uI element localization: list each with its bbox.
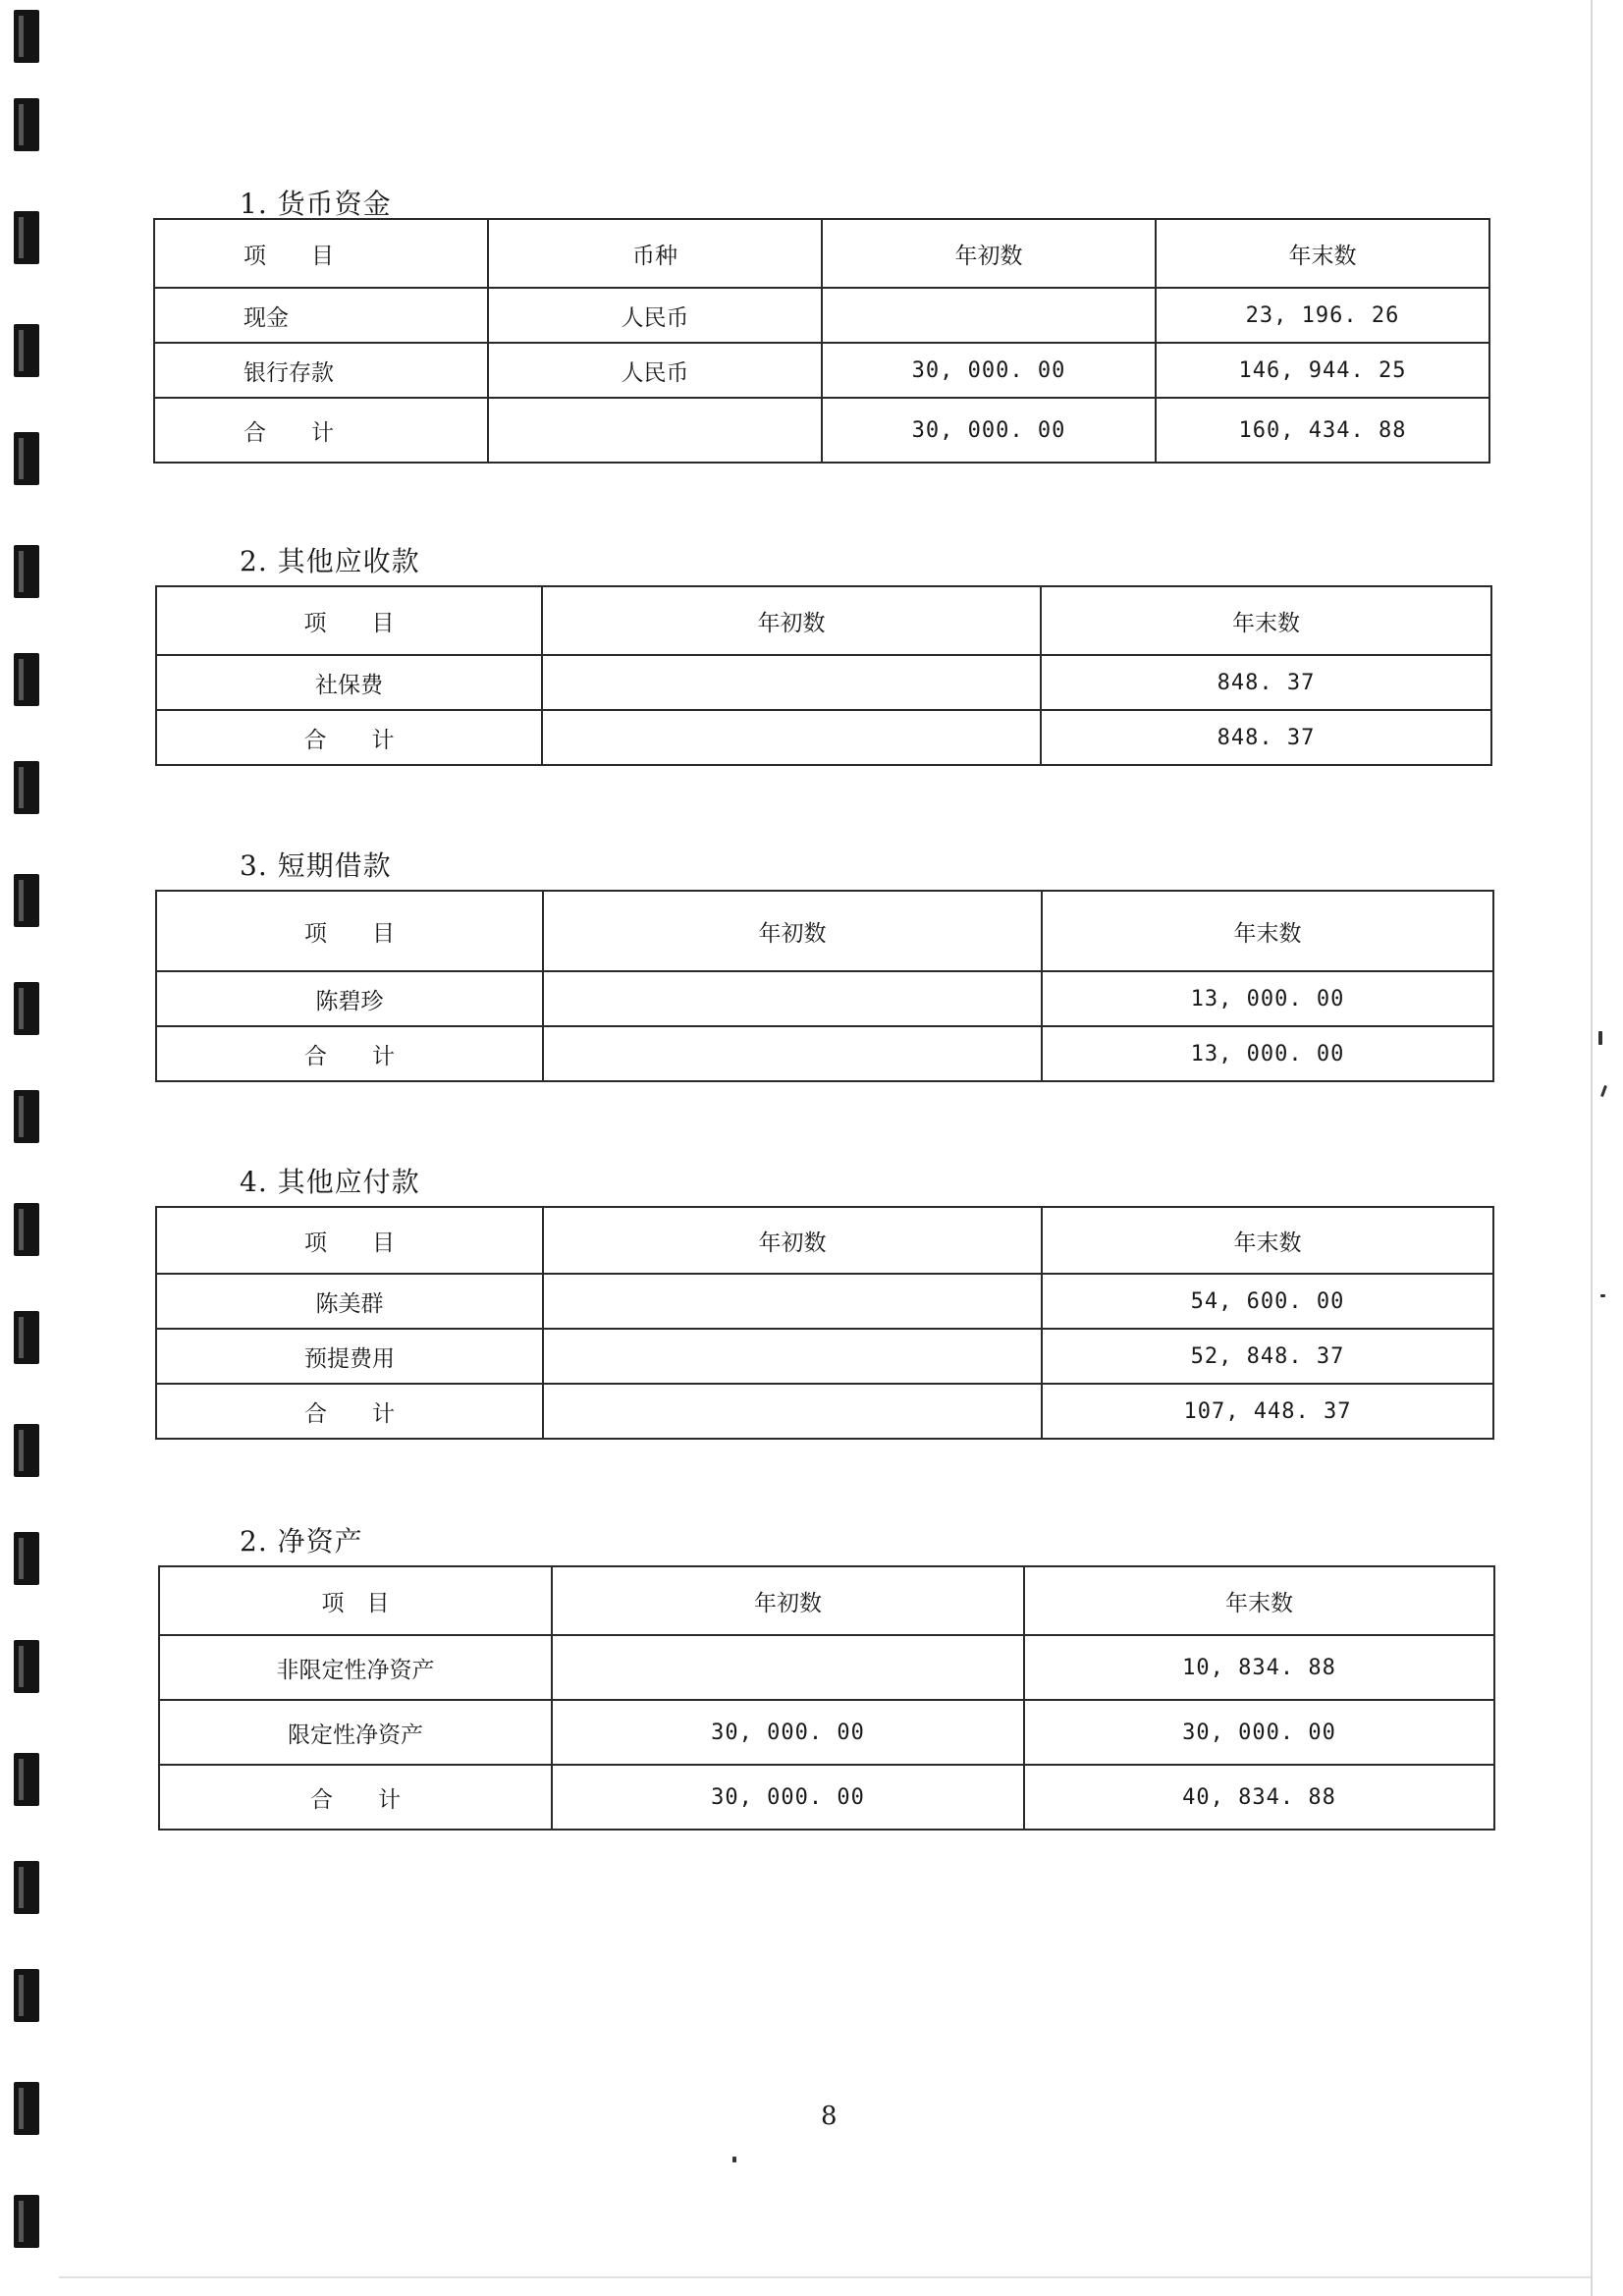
row-opening: 30, 000. 00 (822, 398, 1156, 463)
row-item: 陈碧珍 (156, 971, 543, 1026)
row-closing: 107, 448. 37 (1042, 1384, 1493, 1439)
row-item: 预提费用 (156, 1329, 543, 1384)
section-title: 2. 其他应收款 (240, 545, 420, 577)
header-item: 项 目 (156, 891, 543, 971)
binding-ring (14, 2195, 39, 2248)
row-opening (822, 288, 1156, 343)
binding-ring (14, 1424, 39, 1477)
row-closing: 10, 834. 88 (1024, 1635, 1494, 1700)
row-closing: 23, 196. 26 (1156, 288, 1489, 343)
row-item: 非限定性净资产 (159, 1635, 552, 1700)
short-term-loans-table (155, 890, 1494, 1082)
binding-ring (14, 1203, 39, 1256)
table-total-row (159, 1765, 1494, 1830)
table-row (154, 343, 1489, 398)
row-closing: 848. 37 (1041, 710, 1491, 765)
binding-ring (14, 324, 39, 377)
header-closing: 年末数 (1024, 1566, 1494, 1635)
row-item: 合 计 (156, 710, 542, 765)
spiral-binding (14, 0, 43, 2296)
table-header-row (154, 219, 1489, 288)
row-closing: 848. 37 (1041, 655, 1491, 710)
row-closing: 54, 600. 00 (1042, 1274, 1493, 1329)
binding-ring (14, 432, 39, 485)
header-opening: 年初数 (542, 586, 1041, 655)
binding-ring (14, 982, 39, 1035)
binding-ring (14, 874, 39, 927)
binding-ring (14, 1090, 39, 1143)
binding-ring (14, 1311, 39, 1364)
table-row (156, 1329, 1493, 1384)
row-closing: 146, 944. 25 (1156, 343, 1489, 398)
section-title: 3. 短期借款 (240, 849, 392, 882)
row-opening (552, 1635, 1024, 1700)
binding-ring (14, 653, 39, 706)
binding-ring (14, 1640, 39, 1693)
table-total-row (156, 1026, 1493, 1081)
table-row (156, 1274, 1493, 1329)
header-item: 项 目 (154, 219, 488, 288)
row-currency (488, 398, 822, 463)
table-header-row (156, 586, 1491, 655)
binding-ring (14, 1861, 39, 1914)
section-title: 1. 货币资金 (240, 188, 392, 220)
page-bottom-edge (59, 2276, 1591, 2278)
net-assets-table (158, 1565, 1495, 1831)
binding-ring (14, 98, 39, 151)
header-closing: 年末数 (1041, 586, 1491, 655)
row-closing: 160, 434. 88 (1156, 398, 1489, 463)
row-opening (542, 655, 1041, 710)
table-row (156, 655, 1491, 710)
row-item: 合 计 (159, 1765, 552, 1830)
row-closing: 13, 000. 00 (1042, 971, 1493, 1026)
row-item: 合 计 (156, 1384, 543, 1439)
binding-ring (14, 1532, 39, 1585)
row-opening: 30, 000. 00 (822, 343, 1156, 398)
section-title: 4. 其他应付款 (240, 1166, 420, 1198)
row-item: 陈美群 (156, 1274, 543, 1329)
binding-ring (14, 761, 39, 814)
header-opening: 年初数 (543, 1207, 1042, 1274)
other-payables-table (155, 1206, 1494, 1440)
table-total-row (154, 398, 1489, 463)
row-currency: 人民币 (488, 288, 822, 343)
row-item: 银行存款 (154, 343, 488, 398)
row-opening (543, 1026, 1042, 1081)
table-row (156, 971, 1493, 1026)
row-opening (542, 710, 1041, 765)
row-opening (543, 1384, 1042, 1439)
table-row (154, 288, 1489, 343)
row-item: 社保费 (156, 655, 542, 710)
header-closing: 年末数 (1156, 219, 1489, 288)
binding-ring (14, 1969, 39, 2022)
row-currency: 人民币 (488, 343, 822, 398)
row-closing: 52, 848. 37 (1042, 1329, 1493, 1384)
header-opening: 年初数 (552, 1566, 1024, 1635)
table-total-row (156, 1384, 1493, 1439)
page-number: 8 (821, 2102, 838, 2131)
table-header-row (159, 1566, 1494, 1635)
other-receivables-table (155, 585, 1492, 766)
section-title: 2. 净资产 (240, 1525, 363, 1558)
header-closing: 年末数 (1042, 891, 1493, 971)
scan-speck (732, 2157, 736, 2162)
row-item: 合 计 (156, 1026, 543, 1081)
row-item: 现金 (154, 288, 488, 343)
row-closing: 40, 834. 88 (1024, 1765, 1494, 1830)
header-item: 项 目 (156, 1207, 543, 1274)
table-row (159, 1700, 1494, 1765)
table-total-row (156, 710, 1491, 765)
binding-ring (14, 2082, 39, 2135)
header-item: 项 目 (156, 586, 542, 655)
cash-table (153, 218, 1490, 464)
header-closing: 年末数 (1042, 1207, 1493, 1274)
binding-ring (14, 211, 39, 264)
row-opening (543, 1329, 1042, 1384)
row-opening (543, 1274, 1042, 1329)
row-opening: 30, 000. 00 (552, 1765, 1024, 1830)
row-opening: 30, 000. 00 (552, 1700, 1024, 1765)
header-opening: 年初数 (822, 219, 1156, 288)
row-closing: 13, 000. 00 (1042, 1026, 1493, 1081)
header-item: 项 目 (159, 1566, 552, 1635)
scan-speck (1600, 1085, 1607, 1097)
scan-speck (1598, 1031, 1602, 1045)
binding-ring (14, 1753, 39, 1806)
row-opening (543, 971, 1042, 1026)
binding-ring (14, 545, 39, 598)
table-header-row (156, 1207, 1493, 1274)
scan-speck (1600, 1294, 1605, 1297)
binding-ring (14, 10, 39, 63)
row-item: 限定性净资产 (159, 1700, 552, 1765)
table-row (159, 1635, 1494, 1700)
page-edge (1591, 0, 1593, 2296)
row-item: 合 计 (154, 398, 488, 463)
table-header-row (156, 891, 1493, 971)
row-closing: 30, 000. 00 (1024, 1700, 1494, 1765)
header-opening: 年初数 (543, 891, 1042, 971)
header-currency: 币种 (488, 219, 822, 288)
